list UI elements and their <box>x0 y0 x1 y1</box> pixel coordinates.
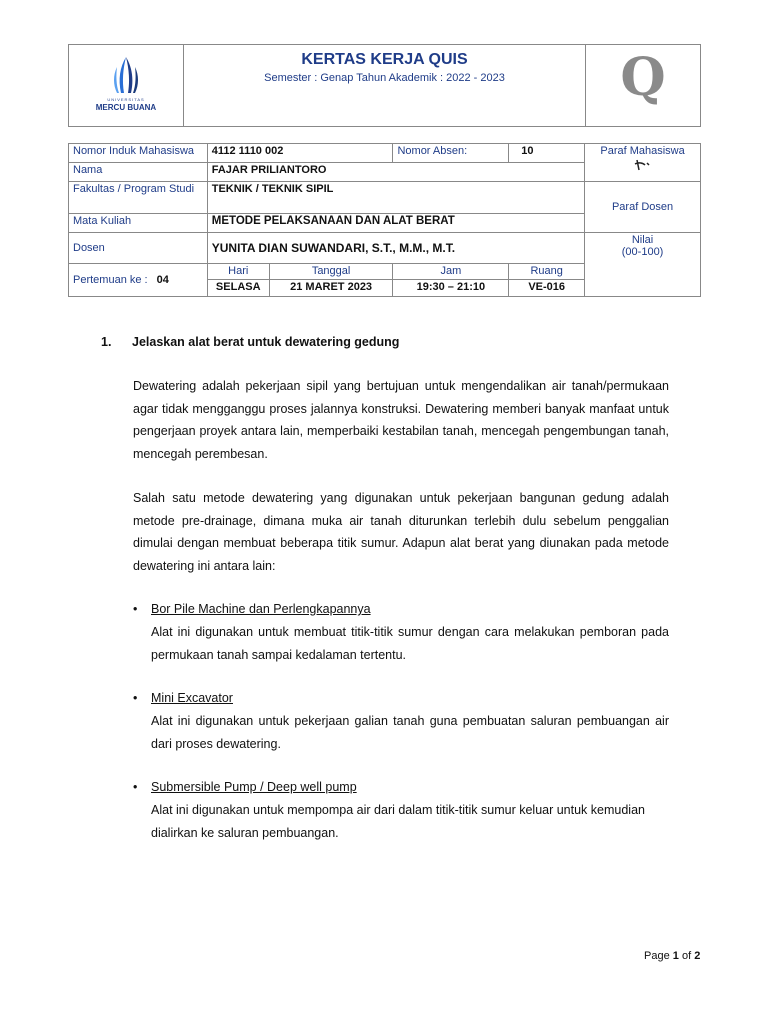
logo-text: MERCU BUANA <box>95 103 157 112</box>
fakultas-value: TEKNIK / TEKNIK SIPIL <box>207 182 584 214</box>
quiz-header <box>68 44 701 127</box>
paraf-mahasiswa-cell <box>585 144 701 182</box>
bullet-2-title <box>133 691 233 705</box>
bullet-3-heading: Submersible Pump / Deep well pump <box>151 780 357 794</box>
jam-label: Jam <box>393 264 509 280</box>
nama-value: FAJAR PRILIANTORO <box>207 163 584 182</box>
q-cell <box>585 45 700 126</box>
page-number <box>644 950 700 962</box>
matkul-value: METODE PELAKSANAAN DAN ALAT BERAT <box>207 214 584 233</box>
bullet-icon: • <box>133 780 138 794</box>
bullet-1-heading: Bor Pile Machine dan Perlengkapannya <box>151 602 371 616</box>
page-total: 2 <box>694 950 701 962</box>
nilai-cell <box>585 233 701 297</box>
bullet-1-desc: Alat ini digunakan untuk membuat titik-titik sumur dengan cara melakukan pemboran pada permukaan tanah sampai kedalaman tertentu. <box>151 625 669 662</box>
dosen-value: YUNITA DIAN SUWANDARI, S.T., M.M., M.T. <box>207 233 584 264</box>
page-current: 1 <box>672 950 679 962</box>
bullet-icon: • <box>133 691 138 705</box>
paraf-dosen-label: Paraf Dosen <box>585 182 701 233</box>
bullet-3-desc: Alat ini digunakan untuk mempompa air dari dalam titik-titik sumur keluar untuk kemudian dialirkan ke saluran pembuangan. <box>151 803 645 840</box>
jam-value: 19:30 – 21:10 <box>393 280 509 297</box>
dosen-label: Dosen <box>69 233 208 264</box>
page-title: KERTAS KERJA QUIS <box>301 51 468 68</box>
paragraph-2: Salah satu metode dewatering yang digunakan untuk pekerjaan bangunan gedung adalah metode pre-drainage, dimana muka air tanah diturunkan terlebih dulu sebelum penggalian dimulai dengan membuat beberapa titik sumur. Adapun alat berat yang diunakan pada metode dewatering ini antara lain: <box>133 491 669 573</box>
absen-label: Nomor Absen: <box>393 144 509 163</box>
nim-label: Nomor Induk Mahasiswa <box>69 144 208 163</box>
page-word: Page <box>644 950 670 962</box>
paragraph-1: Dewatering adalah pekerjaan sipil yang bertujuan untuk mengendalikan air tanah/permukaan agar tidak mengganggu proses jalannya konstruksi. Dewatering memberi banyak manfaat untuk pengerjaan proyek antara lain, memperbaiki kestabilan tanah, mencegah pengembungan tanah, mencegah perembesan. <box>133 379 669 461</box>
question-number: 1. <box>101 335 112 349</box>
hari-value: SELASA <box>207 280 269 297</box>
matkul-label: Mata Kuliah <box>69 214 208 233</box>
fakultas-label: Fakultas / Program Studi <box>69 182 208 214</box>
question-heading <box>101 335 399 349</box>
nim-value: 4112 1110 002 <box>207 144 393 163</box>
tanggal-value: 21 MARET 2023 <box>269 280 393 297</box>
page-of: of <box>681 950 692 962</box>
bullet-1-title <box>133 602 371 616</box>
pertemuan-cell <box>69 264 208 297</box>
tanggal-label: Tanggal <box>269 264 393 280</box>
absen-value: 10 <box>509 144 585 163</box>
ruang-value: VE-016 <box>509 280 585 297</box>
bullet-2-desc: Alat ini digunakan untuk pekerjaan galian tanah guna pembuatan saluran pembuangan air dari proses dewatering. <box>151 714 669 751</box>
signature-icon <box>631 158 655 172</box>
university-logo-icon <box>108 55 144 95</box>
bullet-icon: • <box>133 602 138 616</box>
nilai-range: (00-100) <box>621 246 664 258</box>
logo-small-text: UNIVERSITAS <box>107 97 145 102</box>
bullet-3-title <box>133 780 357 794</box>
hari-label: Hari <box>207 264 269 280</box>
logo-cell <box>69 45 184 126</box>
pertemuan-label: Pertemuan ke : <box>73 274 148 286</box>
pertemuan-value: 04 <box>156 274 169 286</box>
bullet-2-heading: Mini Excavator <box>151 691 233 705</box>
question-text: Jelaskan alat berat untuk dewatering gedung <box>132 335 400 349</box>
paraf-mahasiswa-label: Paraf Mahasiswa <box>600 145 685 157</box>
nama-label: Nama <box>69 163 208 182</box>
ruang-label: Ruang <box>509 264 585 280</box>
student-info-table <box>68 143 701 297</box>
nilai-label: Nilai <box>631 234 654 246</box>
page-subtitle: Semester : Genap Tahun Akademik : 2022 - 2023 <box>264 72 505 84</box>
q-letter: Q <box>620 47 666 108</box>
